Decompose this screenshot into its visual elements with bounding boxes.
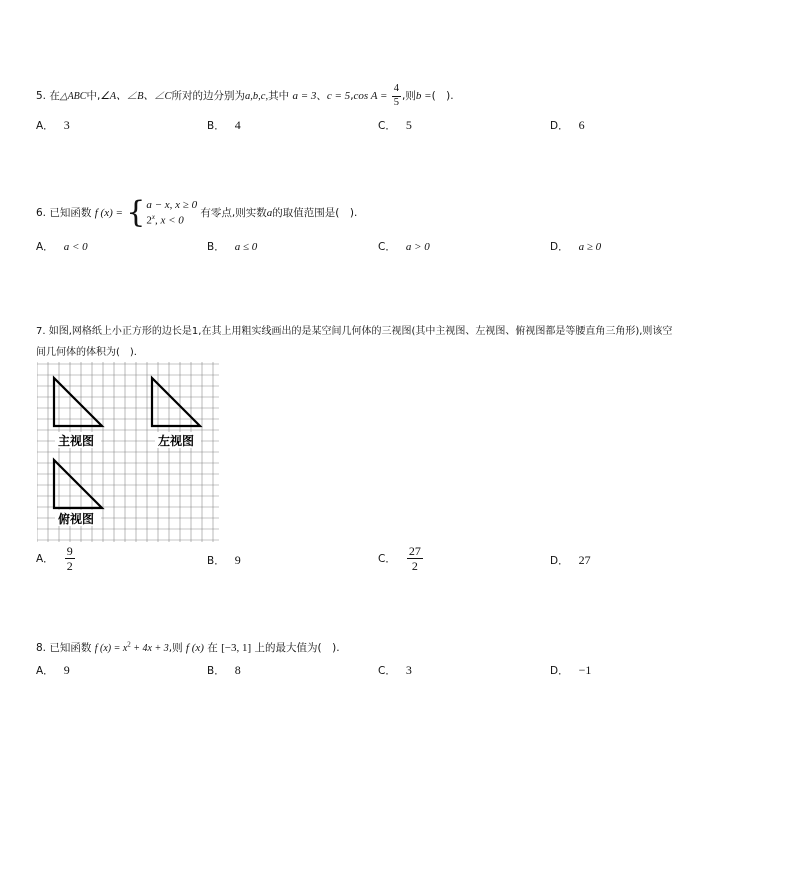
option-b[interactable]: B． a ≤ 0: [207, 241, 258, 253]
question-5-stem: 5. 在△ABC中,∠A、∠B、∠C所对的边分别为a,b,c,其中 a = 3、c = 5,cos A = $\frac{4}{5}$ ,则b =( ).: [36, 83, 454, 108]
option-a[interactable]: A． 9: [36, 663, 70, 677]
question-number: 5.: [36, 90, 47, 102]
brace-symbol: {: [126, 195, 146, 230]
option-a[interactable]: A． a < 0: [36, 241, 88, 253]
question-7-options: [36, 545, 756, 577]
triangle-symbol: △ABC: [59, 91, 87, 102]
question-7-stem: 7. 如图,网格纸上小正方形的边长是1,在其上用粗实线画出的是某空间几何体的三视图(其中主视图、左视图、俯视图都是等腰直角三角形),则该空 间几何体的体积为( ).: [36, 326, 673, 358]
option-c[interactable]: C． $\frac{27}{2}$: [378, 544, 421, 573]
question-number: 8.: [36, 642, 47, 654]
option-c[interactable]: C． a > 0: [378, 241, 430, 253]
option-d[interactable]: D． −1: [550, 663, 592, 677]
front-view-label: 主视图: [58, 434, 95, 448]
top-view-triangle: [54, 460, 102, 508]
fraction-cos-a: $\frac{4}{5}$: [393, 83, 400, 108]
option-b[interactable]: B． 9: [207, 553, 241, 567]
question-6-options: [36, 239, 756, 255]
top-view-label: 俯视图: [58, 512, 95, 526]
option-d[interactable]: D． 6: [550, 118, 585, 132]
question-5-options: [36, 118, 756, 134]
three-view-figure: [37, 362, 219, 542]
option-b[interactable]: B． 4: [207, 118, 241, 132]
option-a[interactable]: A． 3: [36, 118, 70, 132]
question-number: 6.: [36, 207, 47, 219]
option-d[interactable]: D． a ≥ 0: [550, 241, 602, 253]
option-c[interactable]: C． 3: [378, 663, 412, 677]
option-d[interactable]: D． 27: [550, 553, 591, 567]
side-view-label: 左视图: [158, 434, 195, 448]
option-c[interactable]: C． 5: [378, 118, 412, 132]
option-b[interactable]: B． 8: [207, 663, 241, 677]
option-a[interactable]: A． $\frac{9}{2}$: [36, 544, 73, 573]
question-8-options: [36, 663, 756, 679]
question-8-stem: 8. 已知函数 f $(x) = x^2 + 4x + 3$,则 f (x) 在 [−3, 1] 上的最大值为( ).: [36, 640, 340, 654]
question-number: 7.: [36, 326, 46, 337]
piecewise-function: { a − x, x ≥ 0 2$^x$, x < 0: [126, 195, 198, 230]
question-6-stem: 6. 已知函数 f (x) = { a − x, x ≥ 0 2$^x$, x < 0 有零点,则实数a的取值范围是( ).: [36, 195, 358, 230]
